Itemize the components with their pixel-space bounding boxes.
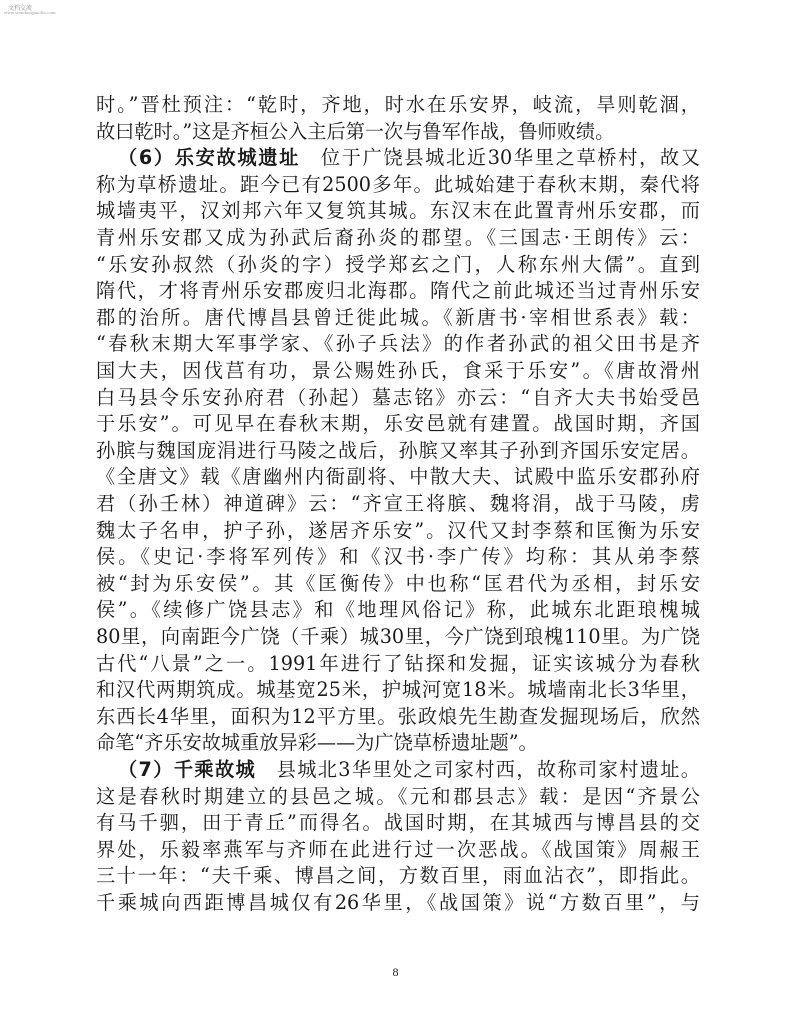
text-line	[96, 837, 700, 863]
line-text: 时。”晋杜预注：“乾时，齐地，时水在乐安界，岐流，旱则乾涸，	[96, 93, 700, 116]
line-text: 侯。《史记·李将军列传》和《汉书·李广传》均称：其从弟李蔡	[96, 545, 700, 569]
text-line	[96, 198, 700, 224]
line-text: 侯”。《续修广饶县志》和《地理风俗记》称，此城东北距琅槐城	[96, 598, 700, 622]
text-line	[96, 544, 700, 570]
text-line	[96, 358, 700, 384]
line-text: 君（孙壬林）神道碑》云：“齐宣王将膑、魏将涓，战于马陵，虏	[96, 492, 700, 515]
line-text: 魏太子名申，护子孙，遂居齐乐安”。汉代又封李蔡和匡衡为乐安	[96, 518, 700, 542]
text-line	[96, 385, 700, 411]
text-line	[96, 491, 700, 517]
text-line	[96, 278, 700, 304]
line-text: 古代“八景”之一。1991年进行了钻探和发掘，证实该城分为春秋	[96, 651, 700, 675]
line-text: 郡的治所。唐代博昌县曾迁徙此城。《新唐书·宰相世系表》载：	[96, 305, 700, 329]
text-line	[96, 438, 700, 464]
line-text: 命笔“齐乐安故城重放异彩——为广饶草桥遗址题”。	[96, 731, 538, 755]
text-line	[96, 784, 700, 810]
line-text: 界处，乐毅率燕军与齐师在此进行过一次恶战。《战国策》周赧王	[96, 837, 700, 861]
line-text: 隋代，才将青州乐安郡废归北海郡。隋代之前此城还当过青州乐安	[96, 279, 700, 303]
text-line	[96, 677, 700, 703]
text-line	[96, 597, 700, 623]
section-heading-line	[118, 757, 700, 783]
text-line	[96, 92, 700, 118]
line-text: 于乐安”。可见早在春秋末期，乐安邑就有建置。战国时期，齐国	[96, 412, 700, 436]
line-text: 称为草桥遗址。距今已有2500多年。此城始建于春秋末期，秦代将	[96, 172, 700, 196]
line-text: 孙膑与魏国庞涓进行马陵之战后，孙膑又率其子孙到齐国乐安定居。	[96, 438, 700, 462]
section-heading: （6）乐安故城遗址	[118, 146, 300, 170]
text-line	[96, 651, 700, 677]
line-text: 故曰乾时。”这是齐桓公入主后第一次与鲁军作战，鲁师败绩。	[96, 119, 615, 143]
text-line	[96, 890, 700, 916]
text-line	[96, 331, 700, 357]
text-line	[96, 518, 700, 544]
page-number: 8	[392, 965, 399, 979]
line-text: 青州乐安郡又成为孙武后裔孙炎的郡望。《三国志·王朗传》云：	[96, 226, 700, 249]
text-line	[96, 464, 700, 490]
section-heading-line	[118, 145, 700, 171]
text-line	[96, 704, 700, 730]
text-line	[96, 305, 700, 331]
text-line	[96, 411, 700, 437]
text-line	[96, 863, 700, 889]
section-heading: （7）千乘故城	[118, 758, 257, 781]
line-text: 三十一年：“夫千乘、博昌之间，方数百里，雨血沾衣”，即指此。	[96, 864, 700, 888]
watermark-line1: 文档交流	[8, 5, 33, 12]
text-line	[96, 252, 700, 278]
line-text: 80里，向南距今广饶（千乘）城30里，今广饶到琅槐110里。为广饶	[96, 625, 700, 648]
line-text: 县城北3华里处之司家村西，故称司家村遗址。	[275, 758, 700, 781]
line-text: 被“封为乐安侯”。其《匡衡传》中也称“匡君代为丞相，封乐安	[96, 571, 700, 595]
text-line	[96, 730, 700, 756]
line-text: 和汉代两期筑成。城基宽25米，护城河宽18米。城墙南北长3华里，	[96, 678, 700, 702]
text-line	[96, 571, 700, 597]
line-text: 《全唐文》载《唐幽州内衙副将、中散大夫、试殿中监乐安郡孙府	[96, 465, 700, 489]
line-text: “春秋末期大军事学家、《孙子兵法》的作者孙武的祖父田书是齐	[96, 332, 700, 356]
line-text: 城墙夷平，汉刘邦六年又复筑其城。东汉末在此置青州乐安郡，而	[96, 199, 700, 223]
watermark-line2: www.wendangjiaoliu.com	[4, 10, 56, 15]
line-text: 千乘城向西距博昌城仅有26华里，《战国策》说“方数百里”，与	[96, 891, 700, 914]
text-line	[96, 172, 700, 198]
line-text: 国大夫，因伐莒有功，景公赐姓孙氏，食采于乐安”。《唐故滑州	[96, 359, 700, 382]
line-text: 有马千驷，田于青丘”而得名。战国时期，在其城西与博昌县的交	[96, 811, 700, 835]
text-line	[96, 119, 700, 145]
line-text: “乐安孙叔然（孙炎的字）授学郑玄之门，人称东州大儒”。直到	[96, 252, 700, 276]
line-text: 白马县令乐安孙府君（孙起）墓志铭》亦云：“自齐大夫书始受邑	[96, 385, 700, 409]
text-line	[96, 624, 700, 650]
text-line	[96, 810, 700, 836]
line-text: 东西长4华里，面积为12平方里。张政烺先生勘查发掘现场后，欣然	[96, 704, 700, 728]
line-text: 这是春秋时期建立的县邑之城。《元和郡县志》载：是因“齐景公	[96, 784, 700, 808]
text-line	[96, 225, 700, 251]
line-text: 位于广饶县城北近30华里之草桥村，故又	[319, 146, 700, 170]
